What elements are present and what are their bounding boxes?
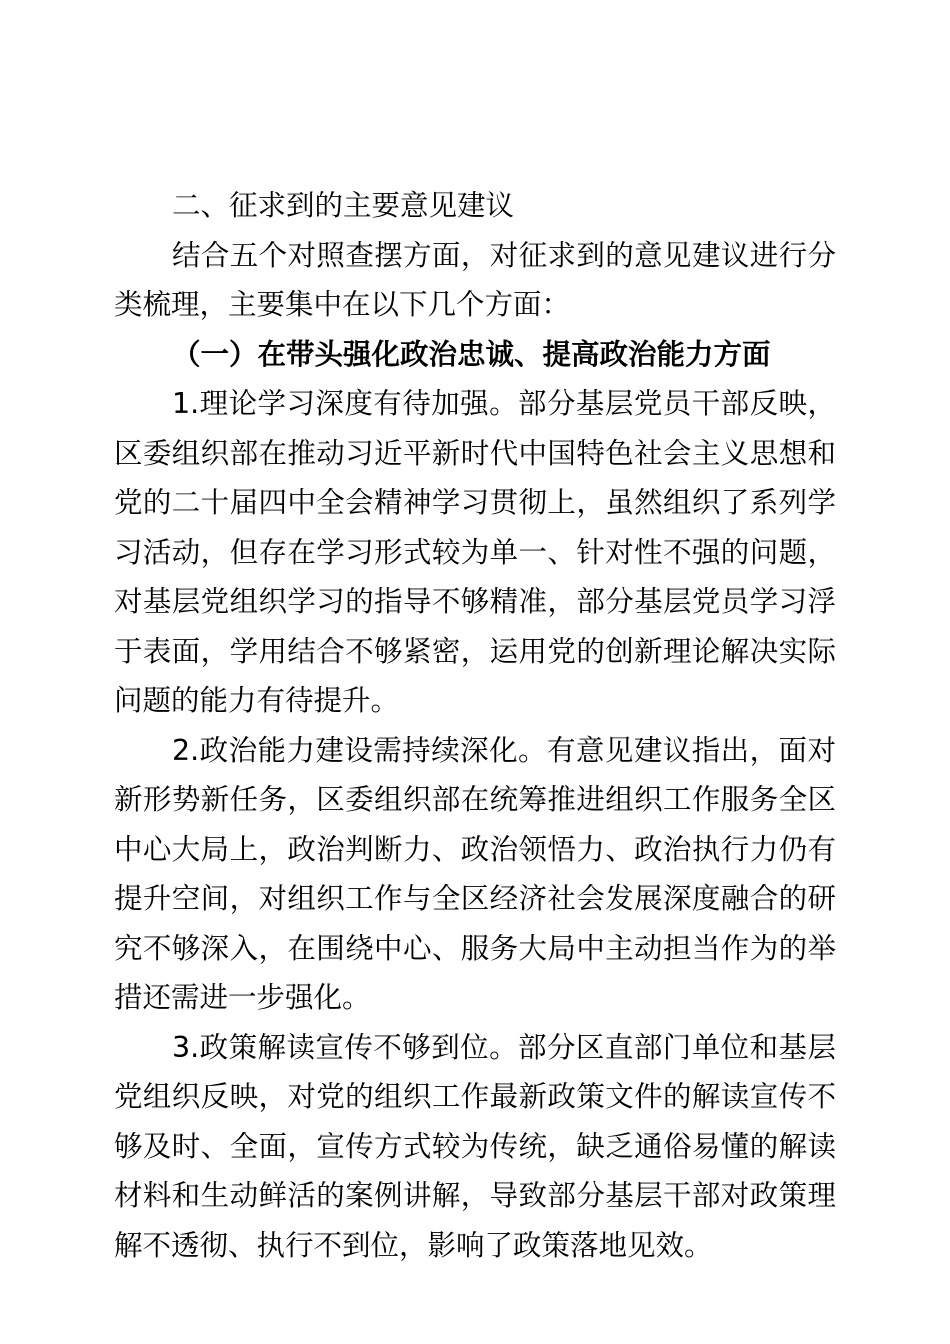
section-heading: 二、征求到的主要意见建议 — [172, 189, 515, 222]
list-item-3: 3.政策解读宣传不够到位。部分区直部门单位和基层党组织反映，对党的组织工作最新政策文件的解读宣传不够及时、全面，宣传方式较为传统，缺乏通俗易懂的解读材料和生动鲜活的案例讲解，导致部分基层干部对政策理解不透彻、执行不到位，影响了政策落地见效。 — [114, 1030, 836, 1262]
list-item-2: 2.政治能力建设需持续深化。有意见建议指出，面对新形势新任务，区委组织部在统筹推进组织工作服务全区中心大局上，政治判断力、政治领悟力、政治执行力仍有提升空间，对组织工作与全区经济社会发展深度融合的研究不够深入，在围绕中心、服务大局中主动担当作为的举措还需进一步强化。 — [114, 733, 836, 1014]
document-body — [114, 181, 836, 1270]
list-item-1: 1.理论学习深度有待加强。部分基层党员干部反映，区委组织部在推动习近平新时代中国特色社会主义思想和党的二十届四中全会精神学习贯彻上，虽然组织了系列学习活动，但存在学习形式较为单一、针对性不强的问题，对基层党组织学习的指导不够精准，部分基层党员学习浮于表面，学用结合不够紧密，运用党的创新理论解决实际问题的能力有待提升。 — [114, 387, 836, 717]
intro-paragraph: 结合五个对照查摆方面，对征求到的意见建议进行分类梳理，主要集中在以下几个方面： — [114, 238, 836, 321]
subsection-heading-1: （一）在带头强化政治忠诚、提高政治能力方面 — [172, 337, 771, 371]
